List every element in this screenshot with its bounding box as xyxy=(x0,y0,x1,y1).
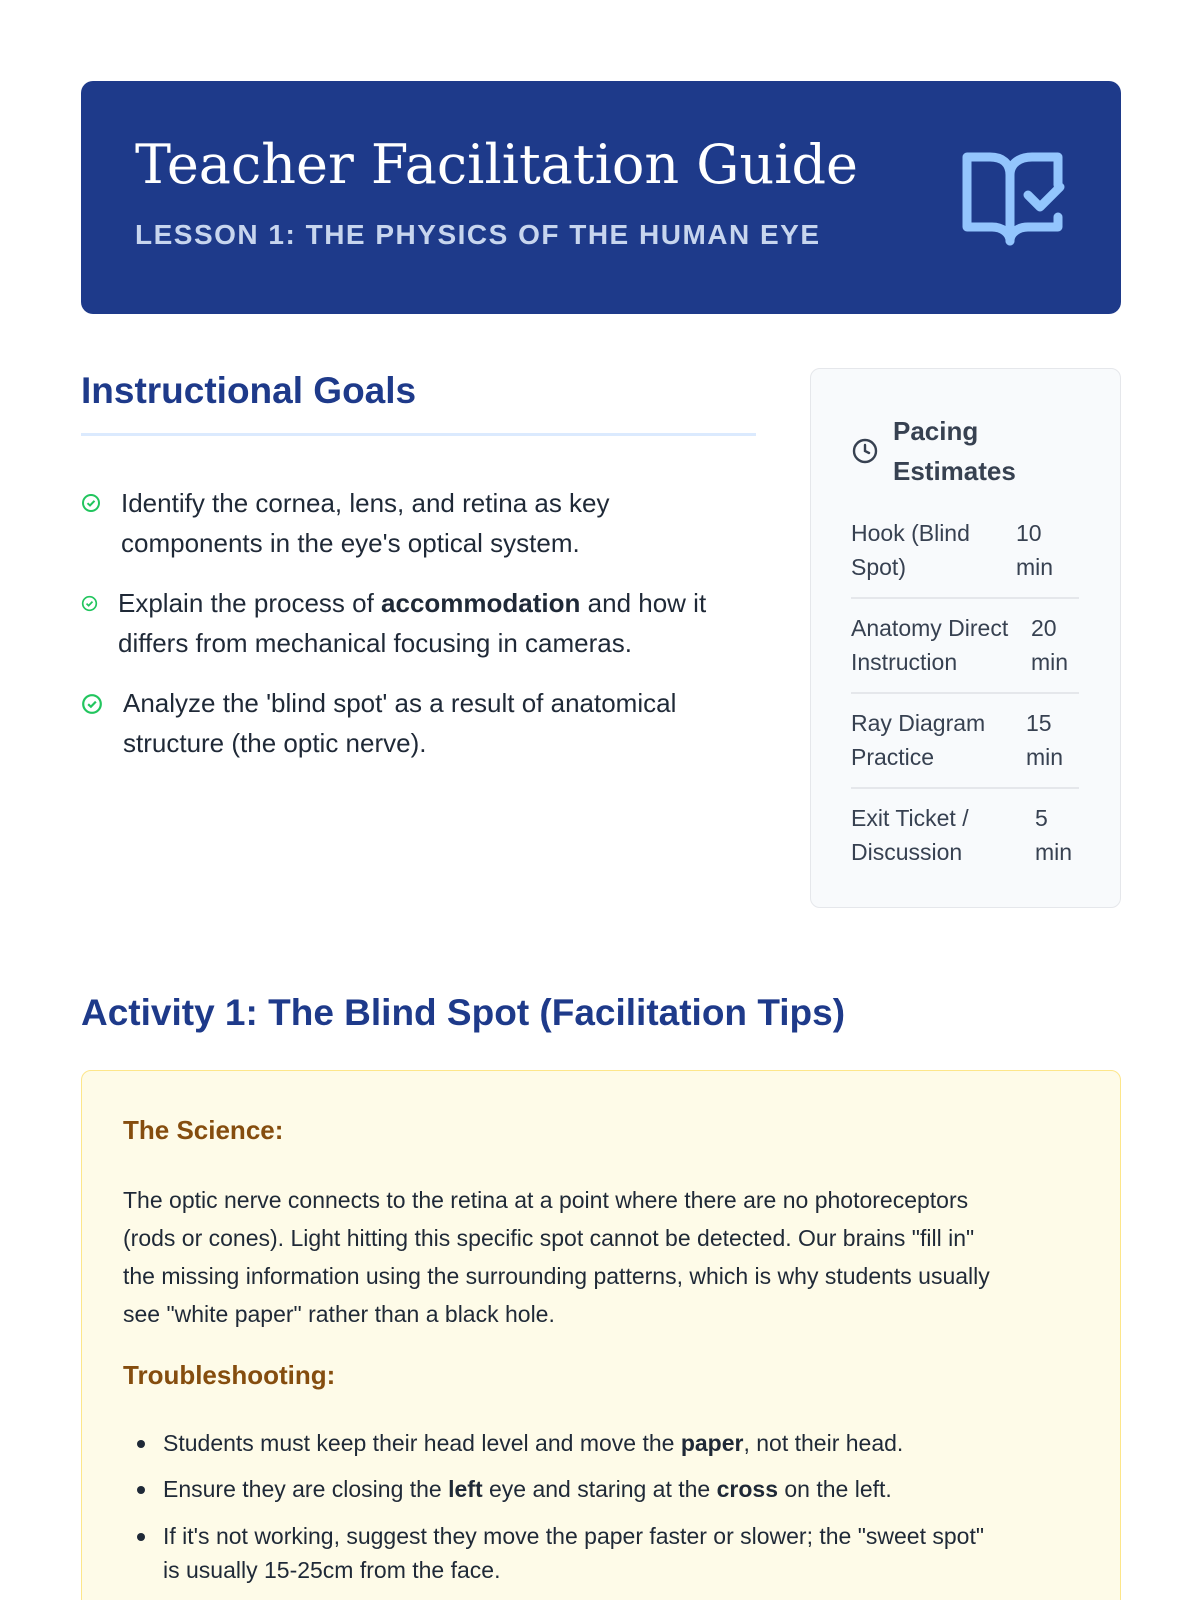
facilitation-callout xyxy=(81,1070,1121,1600)
science-line: (rods or cones). Light hitting this specific spot cannot be detected. Our brains "fill in" xyxy=(123,1225,975,1251)
pacing-divider xyxy=(851,692,1079,694)
book-check-icon xyxy=(962,147,1066,247)
bullet-dot xyxy=(137,1440,145,1448)
pacing-divider xyxy=(851,787,1079,789)
goal-item xyxy=(81,683,761,763)
goals-heading: Instructional Goals xyxy=(81,370,417,411)
pacing-duration: 20 min xyxy=(1031,615,1069,675)
pacing-duration: 10 min xyxy=(1016,520,1054,580)
goal-line: Identify the cornea, lens, and retina as key xyxy=(121,488,610,518)
activity-heading: Activity 1: The Blind Spot (Facilitation Tips) xyxy=(81,992,846,1033)
goal-line: structure (the optic nerve). xyxy=(123,728,427,758)
lesson-subtitle: LESSON 1: THE PHYSICS OF THE HUMAN EYE xyxy=(135,219,821,250)
header-banner xyxy=(81,81,1121,314)
goal-item xyxy=(81,583,761,663)
pacing-duration: 5 min xyxy=(1035,805,1073,865)
clock-icon xyxy=(851,437,879,465)
science-heading: The Science: xyxy=(123,1115,284,1145)
goal-line: differs from mechanical focusing in cameras. xyxy=(118,628,632,658)
troubleshooting-heading: Troubleshooting: xyxy=(123,1360,336,1390)
bullet-dot xyxy=(137,1533,145,1541)
check-circle-icon xyxy=(81,493,101,513)
tip-item: Students must keep their head level and move the paper, not their head. xyxy=(163,1430,904,1456)
bullet-dot xyxy=(137,1486,145,1494)
pacing-divider xyxy=(851,597,1079,599)
pacing-activity: Exit Ticket / Discussion xyxy=(851,805,969,865)
pacing-row xyxy=(851,516,1079,584)
science-line: The optic nerve connects to the retina at a point where there are no photoreceptors xyxy=(123,1187,969,1213)
goal-line: Analyze the 'blind spot' as a result of anatomical xyxy=(123,688,677,718)
pacing-activity: Hook (Blind Spot) xyxy=(851,520,970,580)
tip-item: If it's not working, suggest they move the paper faster or slower; the "sweet spot" is usually 15-25cm from the face. xyxy=(163,1523,985,1583)
pacing-activity: Anatomy Direct Instruction xyxy=(851,615,1009,675)
goal-line: components in the eye's optical system. xyxy=(121,528,580,558)
pacing-activity: Ray Diagram Practice xyxy=(851,710,986,770)
page-title: Teacher Facilitation Guide xyxy=(135,133,859,196)
goal-line xyxy=(81,583,761,623)
tip-item: Ensure they are closing the left eye and staring at the cross on the left. xyxy=(163,1476,892,1502)
pacing-heading-line: Estimates xyxy=(893,456,1016,486)
check-circle-icon xyxy=(81,693,103,715)
pacing-row xyxy=(851,611,1079,679)
goal-emphasis: accommodation xyxy=(381,588,581,618)
goal-text: and how it xyxy=(580,588,707,618)
pacing-card xyxy=(810,368,1121,908)
goal-item xyxy=(81,483,761,563)
science-line: see "white paper" rather than a black hole. xyxy=(123,1301,555,1327)
goals-divider xyxy=(81,433,756,436)
science-paragraph xyxy=(123,1181,1083,1333)
pacing-row xyxy=(851,801,1079,869)
pacing-heading-line: Pacing xyxy=(893,416,979,446)
pacing-duration: 15 min xyxy=(1026,710,1064,770)
check-circle-icon xyxy=(81,595,98,612)
science-line: the missing information using the surrounding patterns, which is why students usually xyxy=(123,1263,990,1289)
pacing-heading xyxy=(893,411,1093,491)
pacing-row xyxy=(851,706,1079,774)
goal-text: Explain the process of xyxy=(118,588,382,618)
